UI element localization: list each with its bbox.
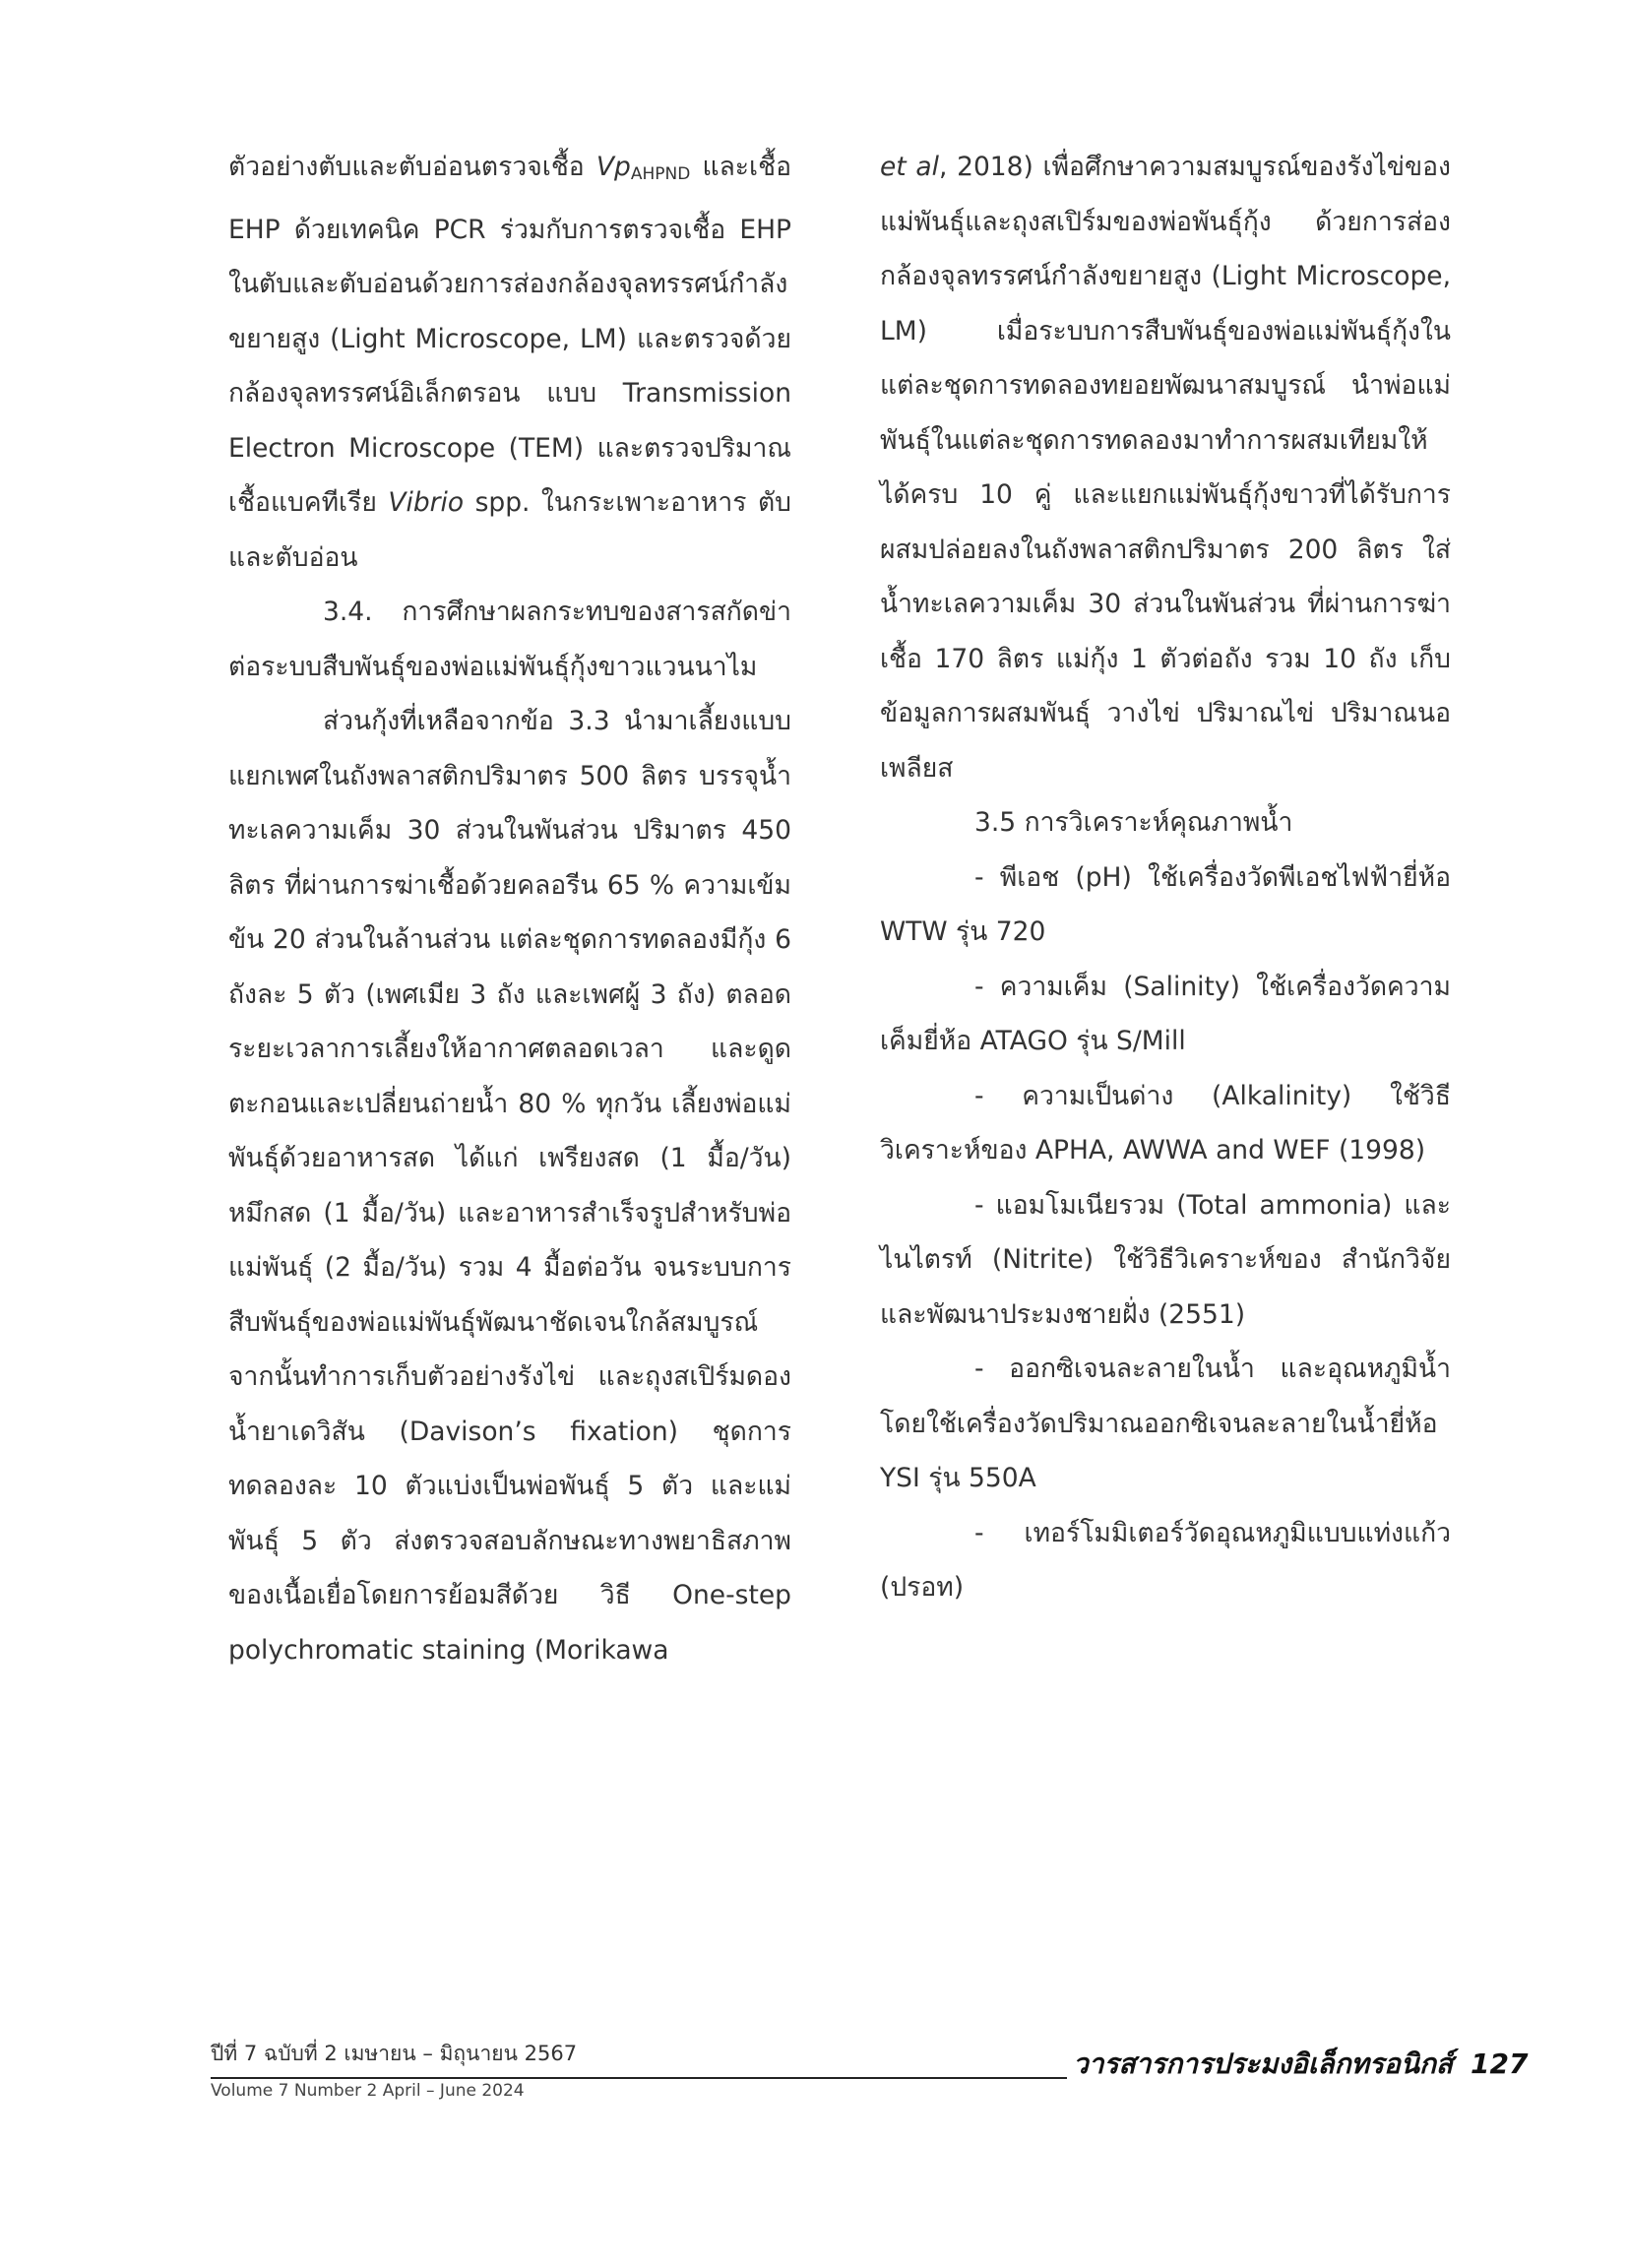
paragraph-fertility-assessment: et al, 2018) เพื่อศึกษาความสมบูรณ์ของรังไข่ของแม่พันธุ์และถุงสเปิร์มของพ่อพันธุ์กุ้ง ด้วยการส่องกล้องจุลทรรศน์กำลังขยายสูง (Light Microscope, LM) เมื่อระบบการสืบพันธุ์ของพ่อแม่พันธุ์กุ้งในแต่ละชุดการทดลองทยอยพัฒนาสมบูรณ์ นำพ่อแม่พันธุ์ในแต่ละชุดการทดลองมาทำการผสมเทียมให้ได้ครบ 10 คู่ และแยกแม่พันธุ์กุ้งขาวที่ได้รับการผสมปล่อยลงในถังพลาสติกปริมาตร 200 ลิตร ใส่น้ำทะเลความเค็ม 30 ส่วนในพันส่วน ที่ผ่านการฆ่าเชื้อ 170 ลิตร แม่กุ้ง 1 ตัวต่อถัง รวม 10 ถัง เก็บข้อมูลการผสมพันธุ์ วางไข่ ปริมาณไข่ ปริมาณนอเพลียส bbox=[880, 152, 1451, 784]
footer-issue-thai: ปีที่ 7 ฉบับที่ 2 เมษายน – มิถุนายน 2567 bbox=[211, 2042, 578, 2065]
list-item-ph: - พีเอช (pH) ใช้เครื่องวัดพีเอชไฟฟ้ายี่ห้อ WTW รุ่น 720 bbox=[880, 861, 1451, 947]
page-number: 127 bbox=[1471, 2048, 1529, 2080]
paragraph-broodstock-rearing: ส่วนกุ้งที่เหลือจากข้อ 3.3 นำมาเลี้ยงแบบแยกเพศในถังพลาสติกปริมาตร 500 ลิตร บรรจุน้ำทะเลความเค็ม 30 ส่วนในพันส่วน ปริมาตร 450 ลิตร ที่ผ่านการฆ่าเชื้อด้วยคลอรีน 65 % ความเข้มข้น 20 ส่วนในล้านส่วน แต่ละชุดการทดลองมีกุ้ง 6 ถังละ 5 ตัว (เพศเมีย 3 ถัง และเพศผู้ 3 ถัง) ตลอดระยะเวลาการเลี้ยงให้อากาศตลอดเวลา และดูดตะกอนและเปลี่ยนถ่ายน้ำ 80 % ทุกวัน เลี้ยงพ่อแม่พันธุ์ด้วยอาหารสด ได้แก่ เพรียงสด (1 มื้อ/วัน) หมึกสด (1 มื้อ/วัน) และอาหารสำเร็จรูปสำหรับพ่อแม่พันธุ์ (2 มื้อ/วัน) รวม 4 มื้อต่อวัน จนระบบการสืบพันธุ์ของพ่อแม่พันธุ์พัฒนาชัดเจนใกล้สมบูรณ์ จากนั้นทำการเก็บตัวอย่างรังไข่ และถุงสเปิร์มดองน้ำยาเดวิสัน (Davison’s fixation) ชุดการทดลองละ 10 ตัวแบ่งเป็นพ่อพันธุ์ 5 ตัว และแม่พันธุ์ 5 ตัว ส่งตรวจสอบลักษณะทางพยาธิสภาพของเนื้อเยื่อโดยการย้อมสีด้วย วิธี One-step polychromatic staining (Morikawa bbox=[228, 706, 791, 1666]
vp-species: Vp bbox=[595, 152, 631, 182]
list-item-ammonia-nitrite: - แอมโมเนียรวม (Total ammonia) และไนไตรท์ (Nitrite) ใช้วิธีวิเคราะห์ของ สำนักวิจัยและพัฒนาประมงชายฝั่ง (2551) bbox=[880, 1189, 1451, 1330]
left-column bbox=[228, 140, 791, 1677]
list-item-dissolved-oxygen: - ออกซิเจนละลายในน้ำ และอุณหภูมิน้ำ โดยใช้เครื่องวัดปริมาณออกซิเจนละลายในน้ำยี่ห้อ YSI รุ่น 550A bbox=[880, 1354, 1451, 1493]
journal-name: วารสารการประมงอิเล็กทรอนิกส์ bbox=[1073, 2048, 1454, 2080]
list-item-alkalinity: - ความเป็นด่าง (Alkalinity) ใช้วิธีวิเคราะห์ของ APHA, AWWA and WEF (1998) bbox=[880, 1080, 1451, 1166]
section-heading-3-5: 3.5 การวิเคราะห์คุณภาพน้ำ bbox=[974, 807, 1293, 838]
list-item-salinity: - ความเค็ม (Salinity) ใช้เครื่องวัดความเค็มยี่ห้อ ATAGO รุ่น S/Mill bbox=[880, 971, 1451, 1056]
vibrio-genus: Vibrio bbox=[388, 487, 465, 518]
section-heading-3-4: 3.4. การศึกษาผลกระทบของสารสกัดข่าต่อระบบสืบพันธุ์ของพ่อแม่พันธุ์กุ้งขาวแวนนาไม bbox=[228, 597, 791, 682]
footer-divider bbox=[211, 2077, 1067, 2079]
right-column bbox=[880, 140, 1451, 1615]
vp-subscript: AHPND bbox=[630, 164, 691, 184]
footer-issue-english: Volume 7 Number 2 April – June 2024 bbox=[211, 2081, 525, 2101]
et-al: et al bbox=[880, 152, 939, 182]
list-item-thermometer: - เทอร์โมมิเตอร์วัดอุณหภูมิแบบแท่งแก้ว (ปรอท) bbox=[880, 1517, 1451, 1603]
footer-journal bbox=[1073, 2043, 1528, 2086]
paragraph-methods-continued: ตัวอย่างตับและตับอ่อนตรวจเชื้อ $Vp_{AHPND}$ และเชื้อ EHP ด้วยเทคนิค PCR ร่วมกับการตรวจเชื้อ EHP ในตับและตับอ่อนด้วยการส่องกล้องจุลทรรศน์กำลังขยายสูง (Light Microscope, LM) และตรวจด้วยกล้องจุลทรรศน์อิเล็กตรอน แบบ Transmission Electron Microscope (TEM) และตรวจปริมาณเชื้อแบคทีเรีย Vibrio spp. ในกระเพาะอาหาร ตับและตับอ่อน bbox=[228, 152, 791, 573]
